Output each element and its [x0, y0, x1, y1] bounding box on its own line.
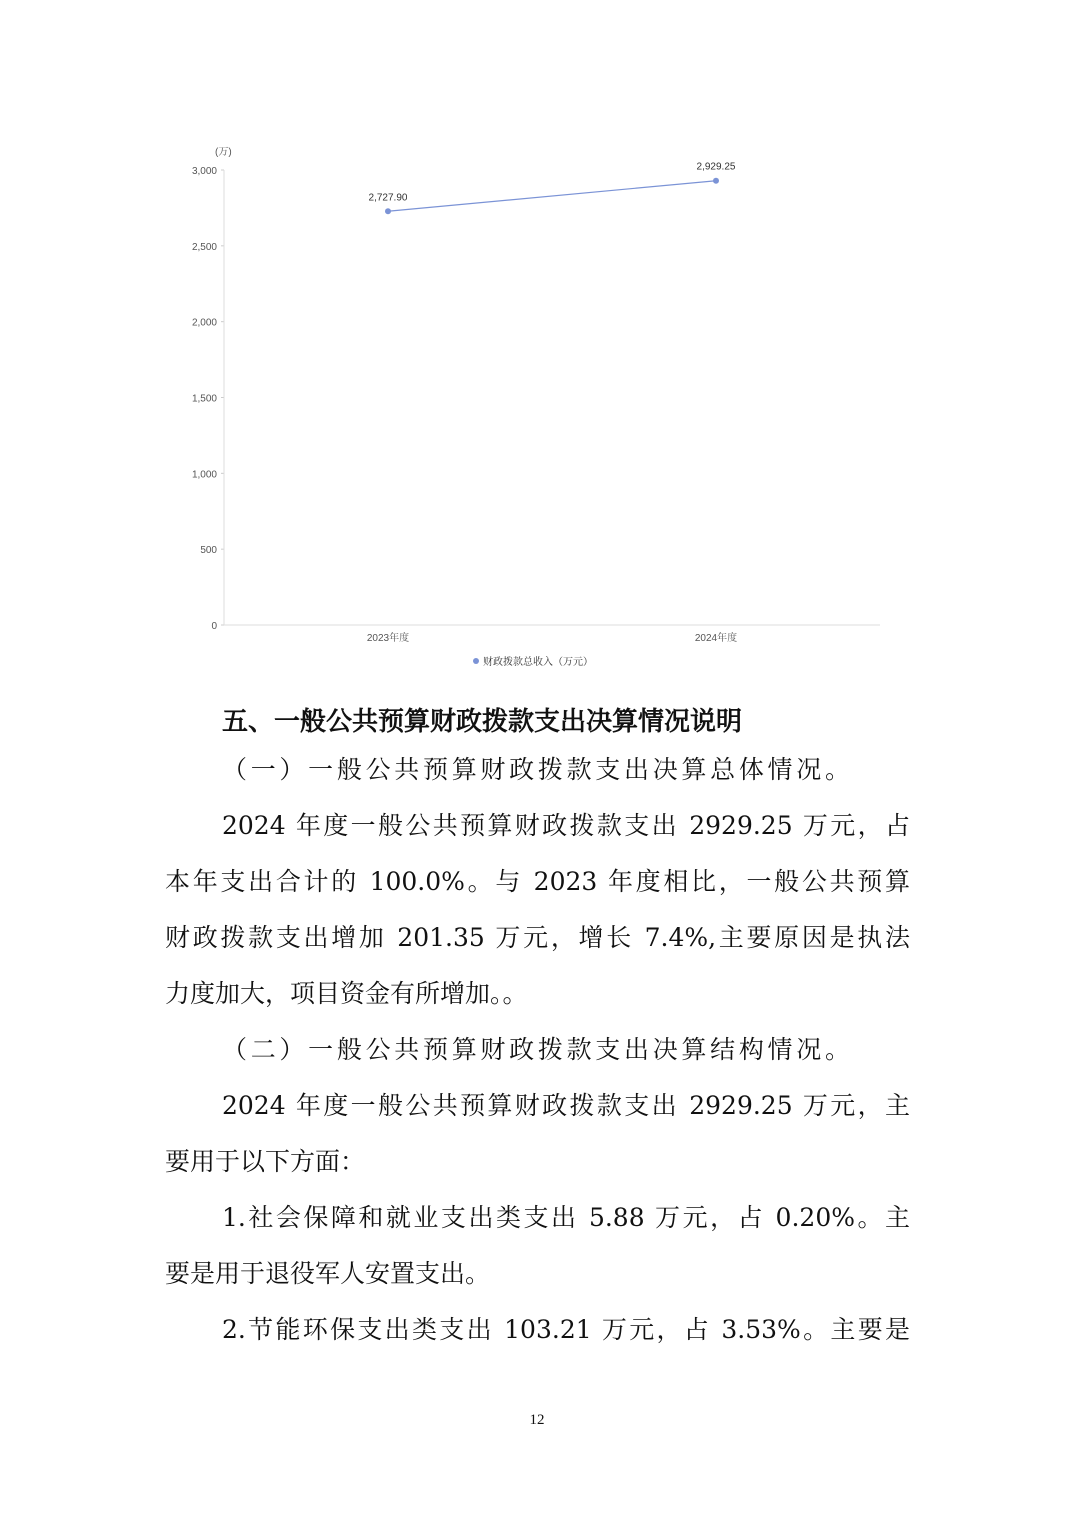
subheading-2: （二）一般公共预算财政拨款支出决算结构情况。: [222, 1035, 850, 1064]
y-tick-label: 1,000: [191, 469, 217, 481]
paragraph-line: 本年支出合计的 100.0%。与 2023 年度相比，一般公共预算: [165, 867, 910, 896]
legend-label: 财政拨款总收入（万元）: [483, 657, 593, 668]
data-point: [385, 208, 391, 214]
paragraph-line: 2024 年度一般公共预算财政拨款支出 2929.25 万元，主: [222, 1091, 910, 1120]
y-tick-label: 2,500: [191, 241, 217, 253]
paragraph-line: 2.节能环保支出类支出 103.21 万元，占 3.53%。主要是: [222, 1315, 910, 1344]
page-number: 12: [529, 1412, 545, 1428]
paragraph-line: 财政拨款支出增加 201.35 万元，增长 7.4%,主要原因是执法: [165, 923, 910, 952]
paragraph-line: 要是用于退役军人安置支出。: [165, 1259, 491, 1288]
data-label: 2,727.90: [368, 192, 408, 204]
y-tick-label: 2,000: [191, 317, 217, 329]
paragraph-line: 2024 年度一般公共预算财政拨款支出 2929.25 万元，占: [222, 811, 910, 840]
revenue-line-chart: [0, 0, 1074, 690]
section-heading: 五、一般公共预算财政拨款支出决算情况说明: [222, 707, 743, 737]
y-tick-label: 1,500: [191, 393, 217, 405]
x-tick-label: 2023年度: [366, 633, 410, 644]
data-label: 2,929.25: [696, 161, 736, 173]
paragraph-line: 力度加大，项目资金有所增加。。: [165, 979, 528, 1008]
series-line: [388, 181, 716, 212]
y-tick-label: 500: [200, 545, 217, 557]
paragraph-line: 1.社会保障和就业支出类支出 5.88 万元，占 0.20%。主: [222, 1203, 910, 1232]
y-tick-label: 3,000: [191, 166, 217, 177]
paragraph-line: 要用于以下方面：: [165, 1147, 366, 1176]
data-point: [713, 178, 719, 184]
y-tick-label: 0: [211, 621, 217, 632]
subheading-1: （一）一般公共预算财政拨款支出决算总体情况。: [222, 755, 850, 784]
y-unit-label: (万): [215, 147, 232, 158]
legend-marker: [473, 658, 479, 664]
x-tick-label: 2024年度: [694, 633, 738, 644]
